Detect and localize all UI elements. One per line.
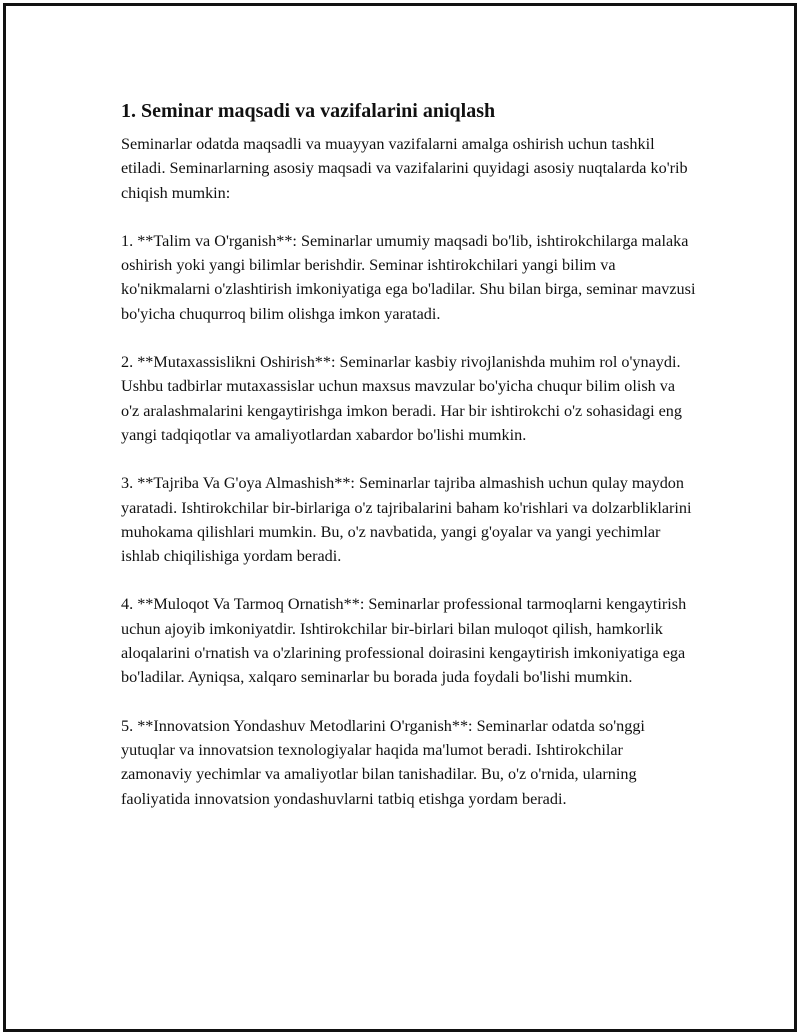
list-item-3: 3. **Tajriba Va G'oya Almashish**: Seminarlar tajriba almashish uchun qulay maydon yaratadi. Ishtirokchilar bir-birlariga o'z tajribalarini baham ko'rishlari va dolzarbliklarini muhokama qilishlari mumkin. Bu, o'z navbatida, yangi g'oyalar va yangi yechimlar ishlab chiqilishiga yordam beradi. — [121, 474, 692, 566]
list-item-2: 2. **Mutaxassislikni Oshirish**: Seminarlar kasbiy rivojlanishda muhim rol o'ynaydi. Ushbu tadbirlar mutaxassislar uchun maxsus mavzular bo'yicha chuqur bilim olish va o'z aralashmalarini kengaytirishga imkon beradi. Har bir ishtirokchi o'z sohasidagi eng yangi tadqiqotlar va amaliyotlardan xabardor bo'lishi mumkin. — [121, 353, 682, 444]
list-item-5: 5. **Innovatsion Yondashuv Metodlarini O'rganish**: Seminarlar odatda so'nggi yutuqlar va innovatsion texnologiyalar haqida ma'lumot beradi. Ishtirokchilar zamonaviy yechimlar va amaliyotlar bilan tanishadilar. Bu, o'z o'rnida, ularning faoliyatida innovatsion yondashuvlarni tatbiq etishga yordam beradi. — [121, 716, 645, 808]
list-item-4: 4. **Muloqot Va Tarmoq Ornatish**: Seminarlar professional tarmoqlarni kengaytirish uchun ajoyib imkoniyatdir. Ishtirokchilar bir-birlari bilan muloqot qilish, hamkorlik aloqalarini o'rnatish va o'zlarining professional doirasini kengaytirish imkoniyatiga ega bo'ladilar. Ayniqsa, xalqaro seminarlar bu borada juda foydali bo'lishi mumkin. — [121, 595, 687, 687]
page-frame — [3, 3, 797, 1032]
section-heading: 1. Seminar maqsadi va vazifalarini aniqlash — [121, 100, 496, 122]
intro-paragraph: Seminarlar odatda maqsadli va muayyan vazifalarni amalga oshirish uchun tashkil etiladi. Seminarlarning asosiy maqsadi va vazifalarini quyidagi asosiy nuqtalarda ko'rib chiqish mumkin: — [121, 135, 688, 202]
list-item-1: 1. **Talim va O'rganish**: Seminarlar umumiy maqsadi bo'lib, ishtirokchilarga malaka oshirish yoki yangi bilimlar berishdir. Seminar ishtirokchilari yangi bilim va ko'nikmalarni o'zlashtirish imkoniyatiga ega bo'ladilar. Shu bilan birga, seminar mavzusi bo'yicha chuqurroq bilim olishga imkon yaratadi. — [121, 231, 696, 323]
document-body — [121, 98, 696, 835]
